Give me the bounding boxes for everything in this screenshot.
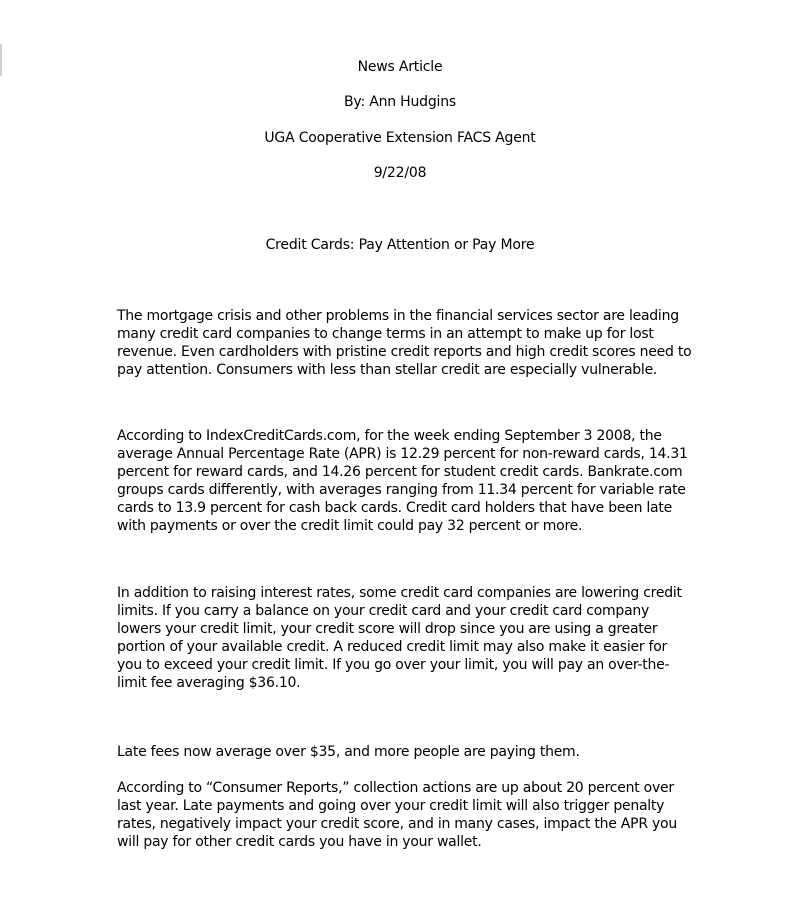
- paragraph-apr-averages: According to IndexCreditCards.com, for the week ending September 3 2008, the average Annual Percentage Rate (APR) is 12.29 percent for non-reward cards, 14.31 percent for reward cards, and 14.26 percent for student credit cards. Bankrate.com groups cards differently, with averages ranging from 11.34 percent for variable rate cards to 13.9 percent for cash back cards. Credit card holders that have been late with payments or over the credit limit could pay 32 percent or more.: [117, 428, 688, 534]
- byline: By: Ann Hudgins: [343, 94, 457, 110]
- article-title: Credit Cards: Pay Attention or Pay More: [265, 237, 535, 253]
- paragraph-mortgage-crisis: The mortgage crisis and other problems in the financial services sector are leading many credit card companies to change terms in an attempt to make up for lost revenue. Even cardholders with pristine credit reports and high credit scores need to pay attention. Consumers with less than stellar credit are especially vulnerable.: [117, 308, 692, 378]
- article-type-label: News Article: [357, 59, 443, 75]
- article-date: 9/22/08: [373, 165, 427, 181]
- paragraph-credit-limits: In addition to raising interest rates, some credit card companies are lowering credit limits. If you carry a balance on your credit card and your credit card company lowers your credit limit, your credit score will drop since you are using a greater portion of your available credit. A reduced credit limit may also make it easier for you to exceed your credit limit. If you go over your limit, you will pay an over-the-limit fee averaging $36.10.: [117, 585, 682, 691]
- paragraph-late-fees: Late fees now average over $35, and more people are paying them.: [117, 744, 580, 760]
- paragraph-consumer-reports: According to “Consumer Reports,” collection actions are up about 20 percent over last year. Late payments and going over your credit limit will also trigger penalty rates, negatively impact your credit score, and in many cases, impact the APR you will pay for other credit cards you have in your wallet.: [117, 780, 677, 850]
- author-affiliation: UGA Cooperative Extension FACS Agent: [264, 130, 536, 146]
